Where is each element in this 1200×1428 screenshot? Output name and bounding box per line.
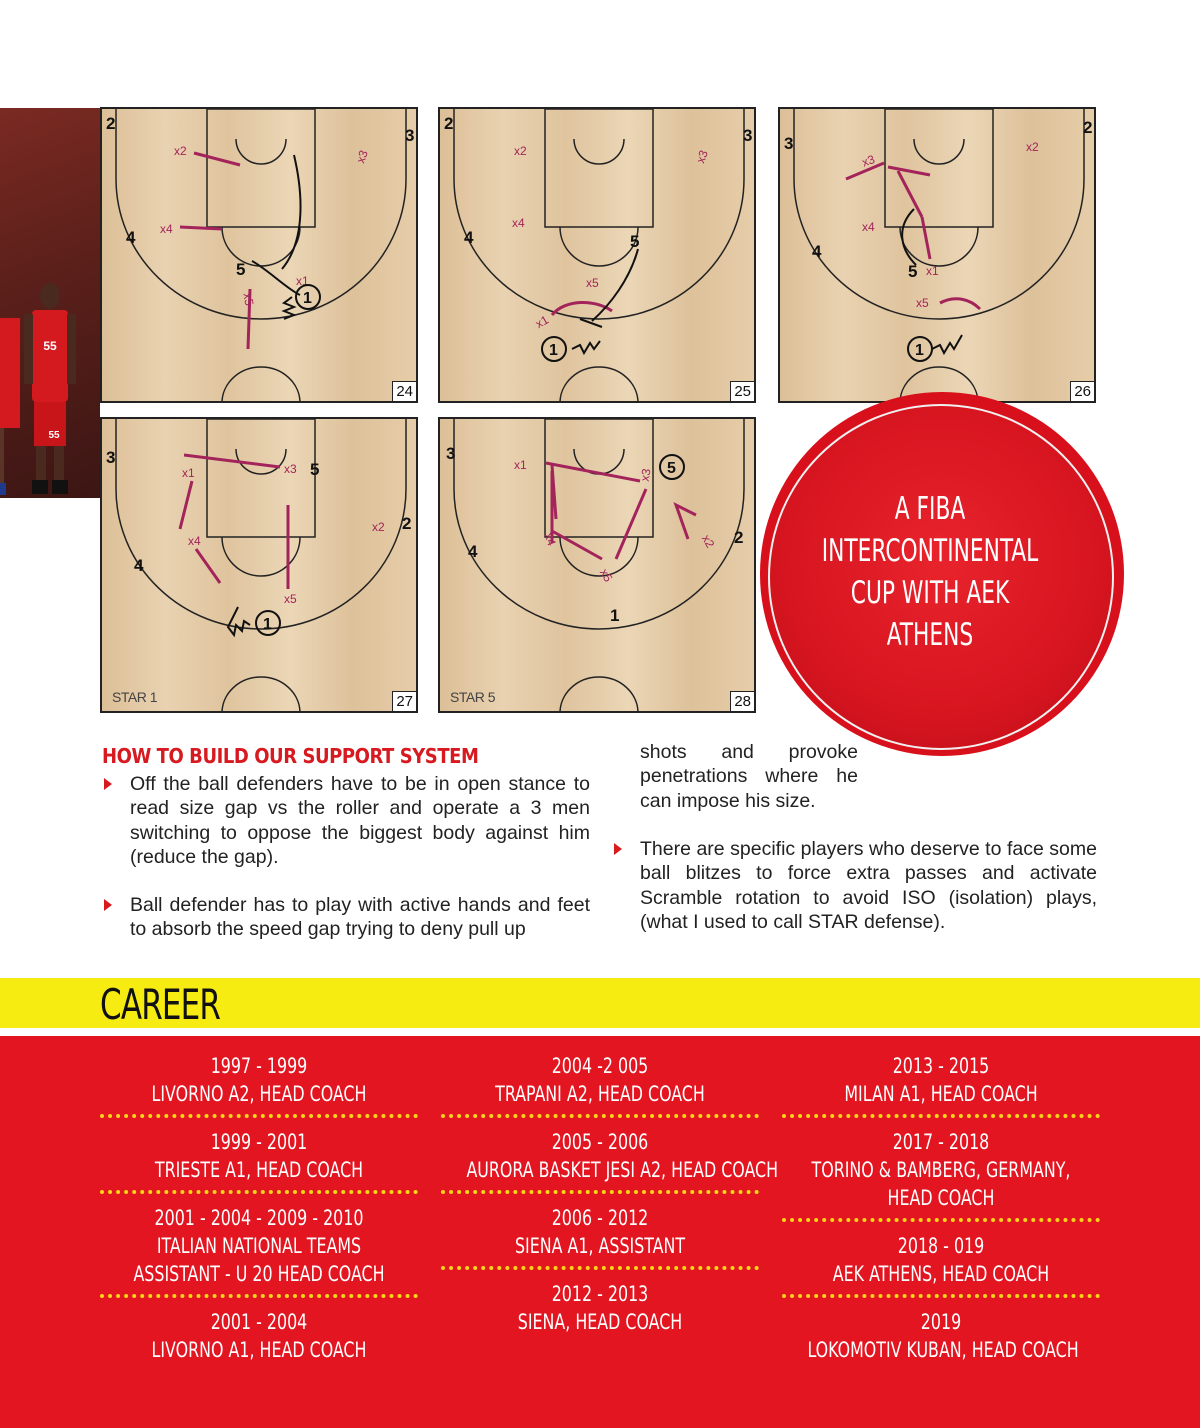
svg-text:x1: x1 — [533, 312, 552, 332]
career-role: LIVORNO A2, HEAD COACH — [151, 1082, 367, 1106]
svg-text:55: 55 — [43, 339, 57, 353]
callout-line: ATHENS — [886, 617, 974, 653]
svg-text:1: 1 — [263, 616, 272, 633]
career-entry — [782, 1128, 1100, 1212]
career-entry — [441, 1280, 759, 1336]
player-figure-left — [0, 288, 22, 498]
svg-text:2: 2 — [1083, 118, 1093, 137]
career-years: 2006 - 2012 — [551, 1206, 649, 1230]
career-role: SIENA, HEAD COACH — [517, 1310, 683, 1334]
svg-text:x2: x2 — [372, 520, 385, 534]
career-years: 2005 - 2006 — [551, 1130, 649, 1154]
career-role: ASSISTANT - U 20 HEAD COACH — [133, 1262, 385, 1286]
triangle-bullet-icon — [614, 843, 622, 855]
career-title: CAREER — [100, 980, 221, 1029]
svg-text:x2: x2 — [1026, 140, 1039, 154]
bullet-item — [102, 772, 590, 870]
svg-text:5: 5 — [236, 260, 246, 279]
dotted-divider — [782, 1114, 1100, 1118]
svg-text:x5: x5 — [916, 296, 929, 310]
svg-text:3: 3 — [784, 134, 794, 153]
career-years: 2017 - 2018 — [892, 1130, 990, 1154]
career-role: TORINO & BAMBERG, GERMANY, — [811, 1158, 1071, 1182]
career-entry — [782, 1232, 1100, 1288]
svg-text:x2: x2 — [698, 532, 718, 551]
dotted-divider — [782, 1294, 1100, 1298]
diagram-number: 27 — [392, 691, 416, 711]
career-entry — [441, 1052, 759, 1108]
svg-text:3: 3 — [405, 126, 415, 145]
career-years: 1997 - 1999 — [210, 1054, 308, 1078]
svg-text:4: 4 — [468, 542, 478, 561]
svg-text:5: 5 — [310, 460, 320, 479]
career-entry — [100, 1308, 418, 1364]
article-column-right-top — [640, 740, 858, 813]
diagram-label: STAR 5 — [450, 689, 495, 705]
career-role: MILAN A1, HEAD COACH — [844, 1082, 1038, 1106]
svg-text:1: 1 — [303, 290, 312, 307]
svg-text:x5: x5 — [240, 291, 257, 307]
career-years: 2001 - 2004 — [210, 1310, 308, 1334]
svg-text:2: 2 — [402, 514, 412, 533]
svg-text:x1: x1 — [926, 264, 939, 278]
svg-text:2: 2 — [734, 528, 744, 547]
player-figure-55 — [24, 280, 76, 496]
bullet-text: There are specific players who deserve to face some ball blitzes to force extra passes and activate Scramble rotation to avoid ISO (isolation) plays, (what I used to call STAR defense). — [640, 838, 1097, 934]
career-role: TRIESTE A1, HEAD COACH — [154, 1158, 364, 1182]
section-heading: HOW TO BUILD OUR SUPPORT SYSTEM — [102, 744, 479, 768]
svg-text:x4: x4 — [188, 534, 201, 548]
career-entry — [441, 1128, 779, 1184]
svg-text:x5: x5 — [596, 566, 616, 585]
svg-text:4: 4 — [134, 556, 144, 575]
svg-text:x1: x1 — [296, 274, 309, 288]
career-years: 2001 - 2004 - 2009 - 2010 — [154, 1206, 364, 1230]
career-years: 2013 - 2015 — [892, 1054, 990, 1078]
svg-text:x3: x3 — [693, 148, 711, 166]
career-years: 2004 -2 005 — [551, 1054, 649, 1078]
play-diagram-27 — [100, 417, 418, 713]
svg-text:3: 3 — [743, 126, 753, 145]
career-column-3 — [782, 1052, 1100, 1364]
career-entry — [782, 1052, 1100, 1108]
diagram-label: STAR 1 — [112, 689, 157, 705]
career-entry — [100, 1052, 418, 1108]
career-role: AURORA BASKET JESI A2, HEAD COACH — [466, 1158, 779, 1182]
career-years: 2019 — [920, 1310, 962, 1334]
play-diagram-28 — [438, 417, 756, 713]
svg-text:55: 55 — [48, 430, 60, 441]
dotted-divider — [441, 1190, 759, 1194]
svg-text:x3: x3 — [859, 152, 877, 170]
svg-text:x4: x4 — [160, 222, 173, 236]
svg-text:x1: x1 — [182, 466, 195, 480]
svg-text:x1: x1 — [514, 458, 527, 472]
career-years: 1999 - 2001 — [210, 1130, 308, 1154]
career-role: HEAD COACH — [887, 1186, 995, 1210]
play-diagram-24 — [100, 107, 418, 403]
bullet-text: Ball defender has to play with active hands and feet to absorb the speed gap trying to deny pull up — [130, 893, 590, 941]
triangle-bullet-icon — [104, 778, 112, 790]
svg-text:1: 1 — [549, 342, 558, 359]
svg-text:x4: x4 — [512, 216, 525, 230]
svg-text:x2: x2 — [514, 144, 527, 158]
svg-text:1: 1 — [915, 342, 924, 359]
svg-text:x3: x3 — [637, 467, 654, 483]
triangle-bullet-icon — [104, 899, 112, 911]
callout-line: INTERCONTINENTAL — [821, 533, 1039, 569]
career-role: ITALIAN NATIONAL TEAMS — [156, 1234, 362, 1258]
svg-text:5: 5 — [908, 262, 918, 281]
svg-text:x5: x5 — [586, 276, 599, 290]
svg-text:x3: x3 — [284, 462, 297, 476]
career-entry — [100, 1204, 418, 1288]
svg-text:5: 5 — [667, 460, 676, 477]
dotted-divider — [782, 1218, 1100, 1222]
dotted-divider — [100, 1114, 418, 1118]
svg-text:x3: x3 — [353, 148, 371, 166]
dotted-divider — [441, 1266, 759, 1270]
career-years: 2018 - 019 — [897, 1234, 985, 1258]
career-role: LIVORNO A1, HEAD COACH — [151, 1338, 367, 1362]
diagram-number: 24 — [392, 381, 416, 401]
career-years: 2012 - 2013 — [551, 1282, 649, 1306]
svg-text:4: 4 — [812, 242, 822, 261]
diagram-number: 25 — [730, 381, 754, 401]
career-role: SIENA A1, ASSISTANT — [514, 1234, 686, 1258]
diagram-number: 26 — [1070, 381, 1094, 401]
bullet-item — [612, 837, 1097, 935]
svg-text:x4: x4 — [541, 530, 559, 548]
svg-text:4: 4 — [126, 228, 136, 247]
dotted-divider — [441, 1114, 759, 1118]
play-diagram-25 — [438, 107, 756, 403]
play-diagram-26 — [778, 107, 1096, 403]
svg-text:5: 5 — [630, 232, 640, 251]
team-photo — [0, 108, 100, 498]
career-role: AEK ATHENS, HEAD COACH — [832, 1262, 1050, 1286]
article-column-right — [612, 837, 1097, 935]
bullet-text: Off the ball defenders have to be in open stance to read size gap vs the roller and operate a 3 men switching to oppose the biggest body against him (reduce the gap). — [130, 773, 590, 869]
career-role: LOKOMOTIV KUBAN, HEAD COACH — [807, 1338, 1079, 1362]
svg-text:x4: x4 — [862, 220, 875, 234]
career-entry — [441, 1204, 759, 1260]
svg-text:2: 2 — [106, 114, 116, 133]
bullet-text-continued: shots and provoke penetrations where he can impose his size. — [640, 741, 858, 812]
diagram-number: 28 — [730, 691, 754, 711]
career-entry — [782, 1308, 1100, 1364]
dotted-divider — [100, 1190, 418, 1194]
career-role: TRAPANI A2, HEAD COACH — [495, 1082, 705, 1106]
career-column-1 — [100, 1052, 418, 1364]
bullet-item — [102, 893, 590, 942]
svg-text:3: 3 — [106, 448, 116, 467]
callout-text — [821, 488, 1039, 656]
callout-line: A FIBA — [894, 491, 966, 527]
career-entry — [100, 1128, 418, 1184]
career-column-2 — [441, 1052, 779, 1336]
svg-text:3: 3 — [446, 444, 456, 463]
svg-text:2: 2 — [444, 114, 454, 133]
svg-text:4: 4 — [464, 228, 474, 247]
svg-text:x2: x2 — [174, 144, 187, 158]
callout-line: CUP WITH AEK — [850, 575, 1010, 611]
svg-text:1: 1 — [610, 606, 620, 625]
dotted-divider — [100, 1294, 418, 1298]
article-column-left — [102, 772, 590, 941]
svg-text:x5: x5 — [284, 592, 297, 606]
